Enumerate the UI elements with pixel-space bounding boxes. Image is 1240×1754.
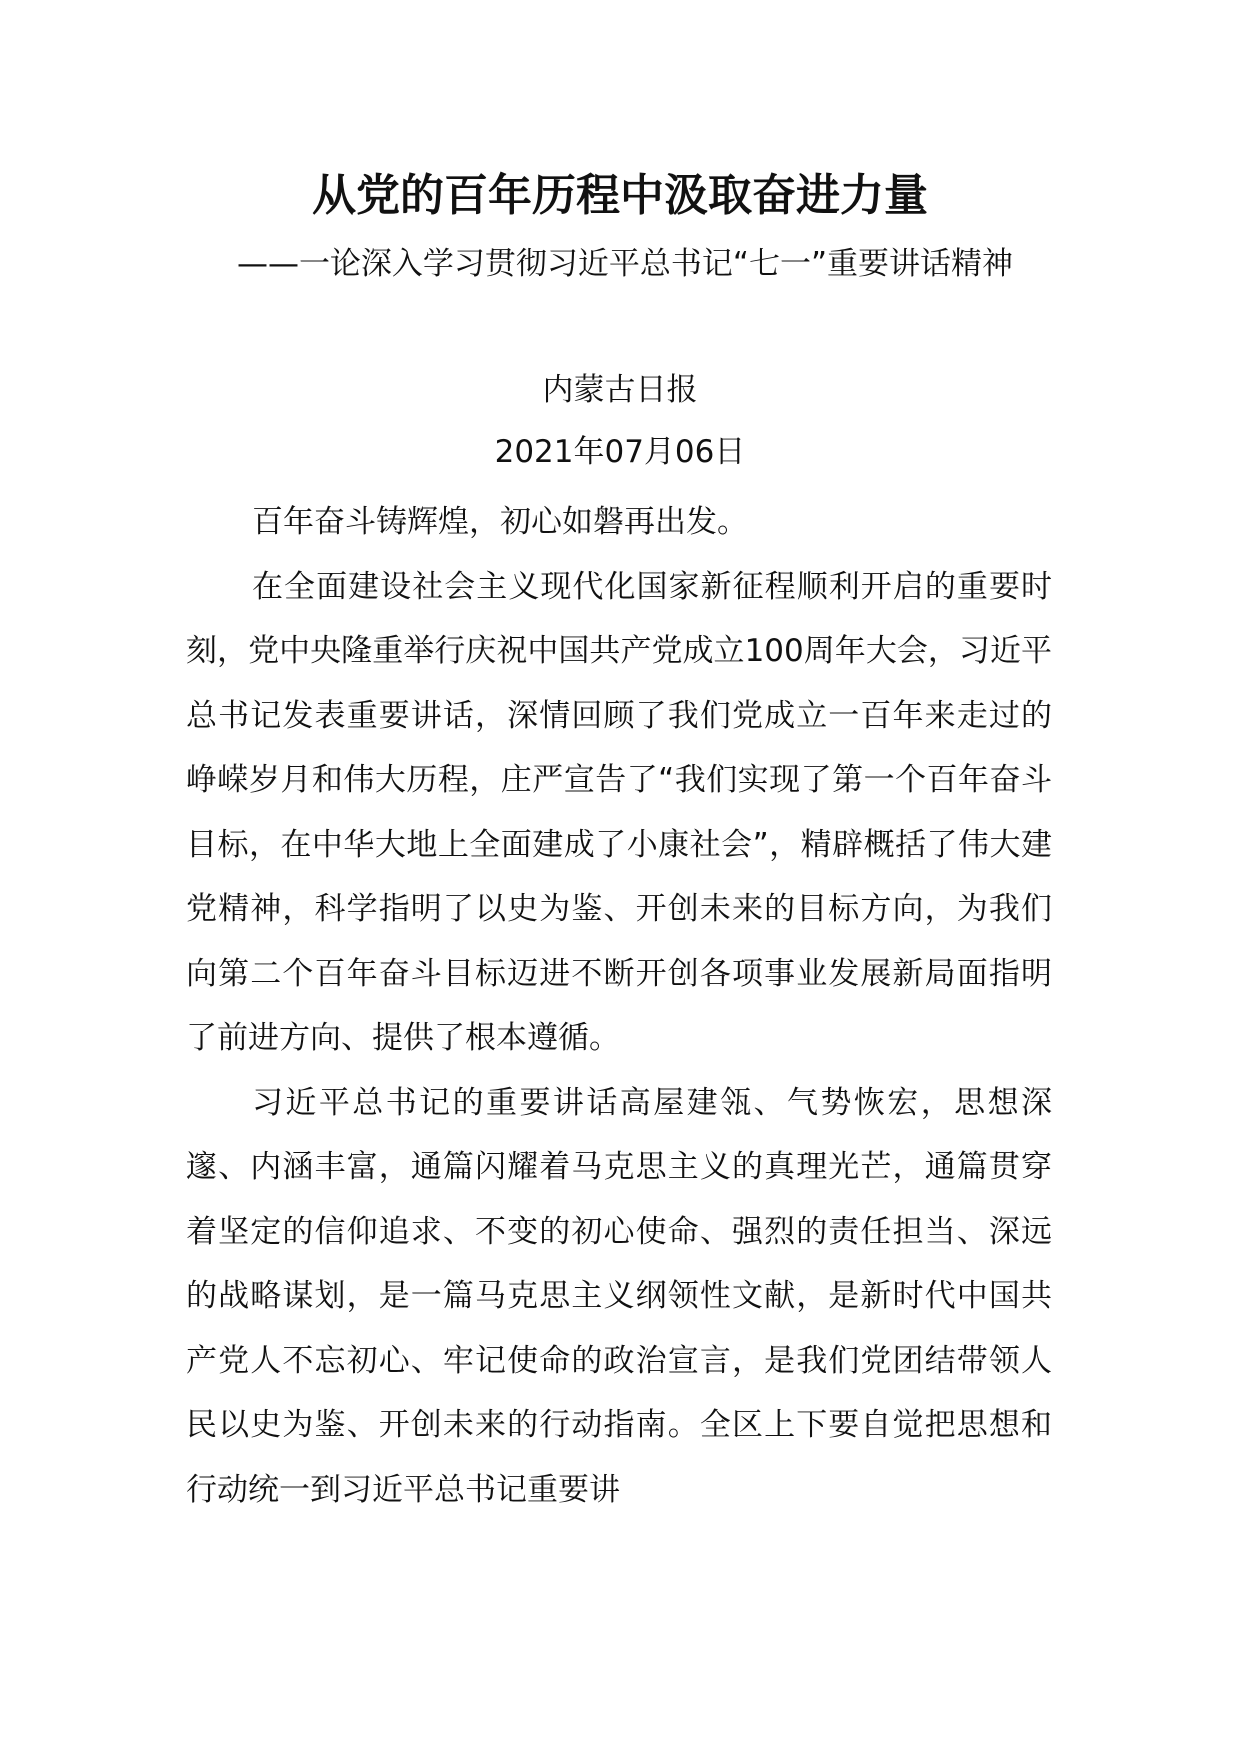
paragraph: 在全面建设社会主义现代化国家新征程顺利开启的重要时刻，党中央隆重举行庆祝中国共产党成立100周年大会，习近平总书记发表重要讲话，深情回顾了我们党成立一百年来走过的峥嵘岁月和伟大历程，庄严宣告了“我们实现了第一个百年奋斗目标，在中华大地上全面建成了小康社会”，精辟概括了伟大建党精神，科学指明了以史为鉴、开创未来的目标方向，为我们向第二个百年奋斗目标迈进不断开创各项事业发展新局面指明了前进方向、提供了根本遵循。 [186,568,1052,1056]
article-source: 内蒙古日报 [542,372,698,408]
article-date: 2021年07月06日 [494,434,746,470]
article-title: 从党的百年历程中汲取奋进力量 [312,170,928,221]
paragraph: 习近平总书记的重要讲话高屋建瓴、气势恢宏，思想深邃、内涵丰富，通篇闪耀着马克思主义的真理光芒，通篇贯穿着坚定的信仰追求、不变的初心使命、强烈的责任担当、深远的战略谋划，是一篇马克思主义纲领性文献，是新时代中国共产党人不忘初心、牢记使命的政治宣言，是我们党团结带领人民以史为鉴、开创未来的行动指南。全区上下要自觉把思想和行动统一到习近平总书记重要讲 [186,1084,1052,1508]
paragraph: 百年奋斗铸辉煌，初心如磐再出发。 [252,504,748,540]
article-subtitle: ——一论深入学习贯彻习近平总书记“七一”重要讲话精神 [236,246,1014,282]
article-body [186,490,1052,1522]
